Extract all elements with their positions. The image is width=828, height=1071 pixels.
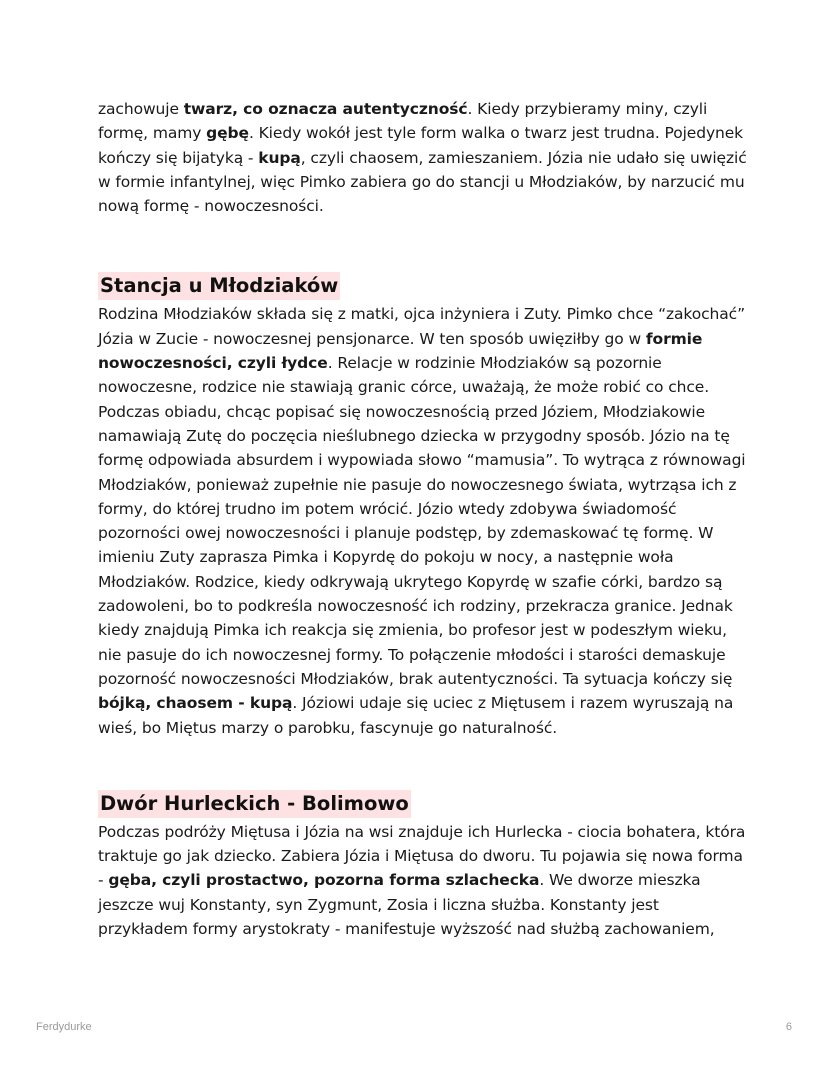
text-run: Podczas podróży Miętusa i Józia na wsi znajduje ich Hurlecka - ciocia bohatera, która traktuje go jak dziecko. Zabiera Józia i Miętusa do dworu. Tu pojawia się nowa forma - xyxy=(98,822,746,890)
text-run: Rodzina Młodziaków składa się z matki, ojca inżyniera i Zuty. Pimko chce “zakochać” Józia w Zucie - nowoczesnej pensjonarce. W ten sposób uwięziłby go w xyxy=(98,305,746,348)
text-run: . Kiedy wokół jest tyle form walka o twarz jest trudna. Pojedynek kończy się bijatyką - xyxy=(98,124,744,167)
text-run: . Kiedy przybieramy miny, czyli formę, mamy xyxy=(98,100,708,143)
section-heading-dwor: Dwór Hurleckich - Bolimowo xyxy=(98,790,411,818)
section-heading-wrapper xyxy=(98,790,748,818)
section-dwor-paragraph xyxy=(98,820,748,941)
document-page xyxy=(98,97,748,941)
bold-term: gębę xyxy=(206,124,249,143)
text-run: . We dworze mieszka jeszcze wuj Konstanty, syn Zygmunt, Zosia i liczna służba. Konstanty jest przykładem formy arystokraty - manifestuje wyższość nad służbą zachowaniem, xyxy=(98,871,715,939)
footer-page-number: 6 xyxy=(785,1021,792,1033)
footer-document-title: Ferdydurke xyxy=(36,1021,92,1033)
bold-term: bójką, chaosem - kupą xyxy=(98,694,293,713)
section-heading-stancja: Stancja u Młodziaków xyxy=(98,272,340,300)
intro-paragraph xyxy=(98,97,748,218)
bold-term: gęba, czyli prostactwo, pozorna forma szlachecka xyxy=(108,871,540,890)
bold-term: formie nowoczesności, czyli łydce xyxy=(98,329,703,373)
text-run: zachowuje xyxy=(98,100,184,118)
section-heading-wrapper xyxy=(98,272,748,300)
bold-term: twarz, co oznacza autentyczność xyxy=(183,100,468,118)
text-run: . Relacje w rodzinie Młodziaków są pozornie nowoczesne, rodzice nie stawiają granic córce, uważają, że może robić co chce. Podczas obiadu, chcąc popisać się nowoczesnością przed Józiem, Młodziakowie namawiają Zutę do poczęcia nieślubnego dziecka w przygodny sposób. Józio na tę formę odpowiada absurdem i wypowiada słowo “mamusia”. To wytrąca z równowagi Młodziaków, ponieważ zupełnie nie pasuje do nowoczesnego świata, wytrząsa ich z formy, do której trudno im potem wrócić. Józio wtedy zdobywa świadomość pozorności owej nowoczesności i planuje podstęp, by zdemaskować tę formę. W imieniu Zuty zaprasza Pimka i Kopyrdę do pokoju w nocy, a następnie woła Młodziaków. Rodzice, kiedy odkrywają ukrytego Kopyrdę w szafie córki, bardzo są zadowoleni, bo to podkreśla nowoczesność ich rodziny, przekracza granice. Jednak kiedy znajdują Pimka ich reakcja się zmienia, bo profesor jest w podeszłym wieku, nie pasuje do ich nowoczesnej formy. To połączenie młodości i starości demaskuje pozorność nowoczesności Młodziaków, brak autentyczności. Ta sytuacja kończy się xyxy=(98,354,746,688)
text-run: . Józiowi udaje się uciec z Miętusem i razem wyruszają na wieś, bo Miętus marzy o parobku, fascynuje go naturalność. xyxy=(98,694,734,737)
section-stancja-paragraph xyxy=(98,302,748,739)
bold-term: kupą xyxy=(258,148,301,167)
text-run: , czyli chaosem, zamieszaniem. Józia nie udało się uwięzić w formie infantylnej, więc Pimko zabiera go do stancji u Młodziaków, by narzucić mu nową formę - nowoczesności. xyxy=(98,148,747,216)
